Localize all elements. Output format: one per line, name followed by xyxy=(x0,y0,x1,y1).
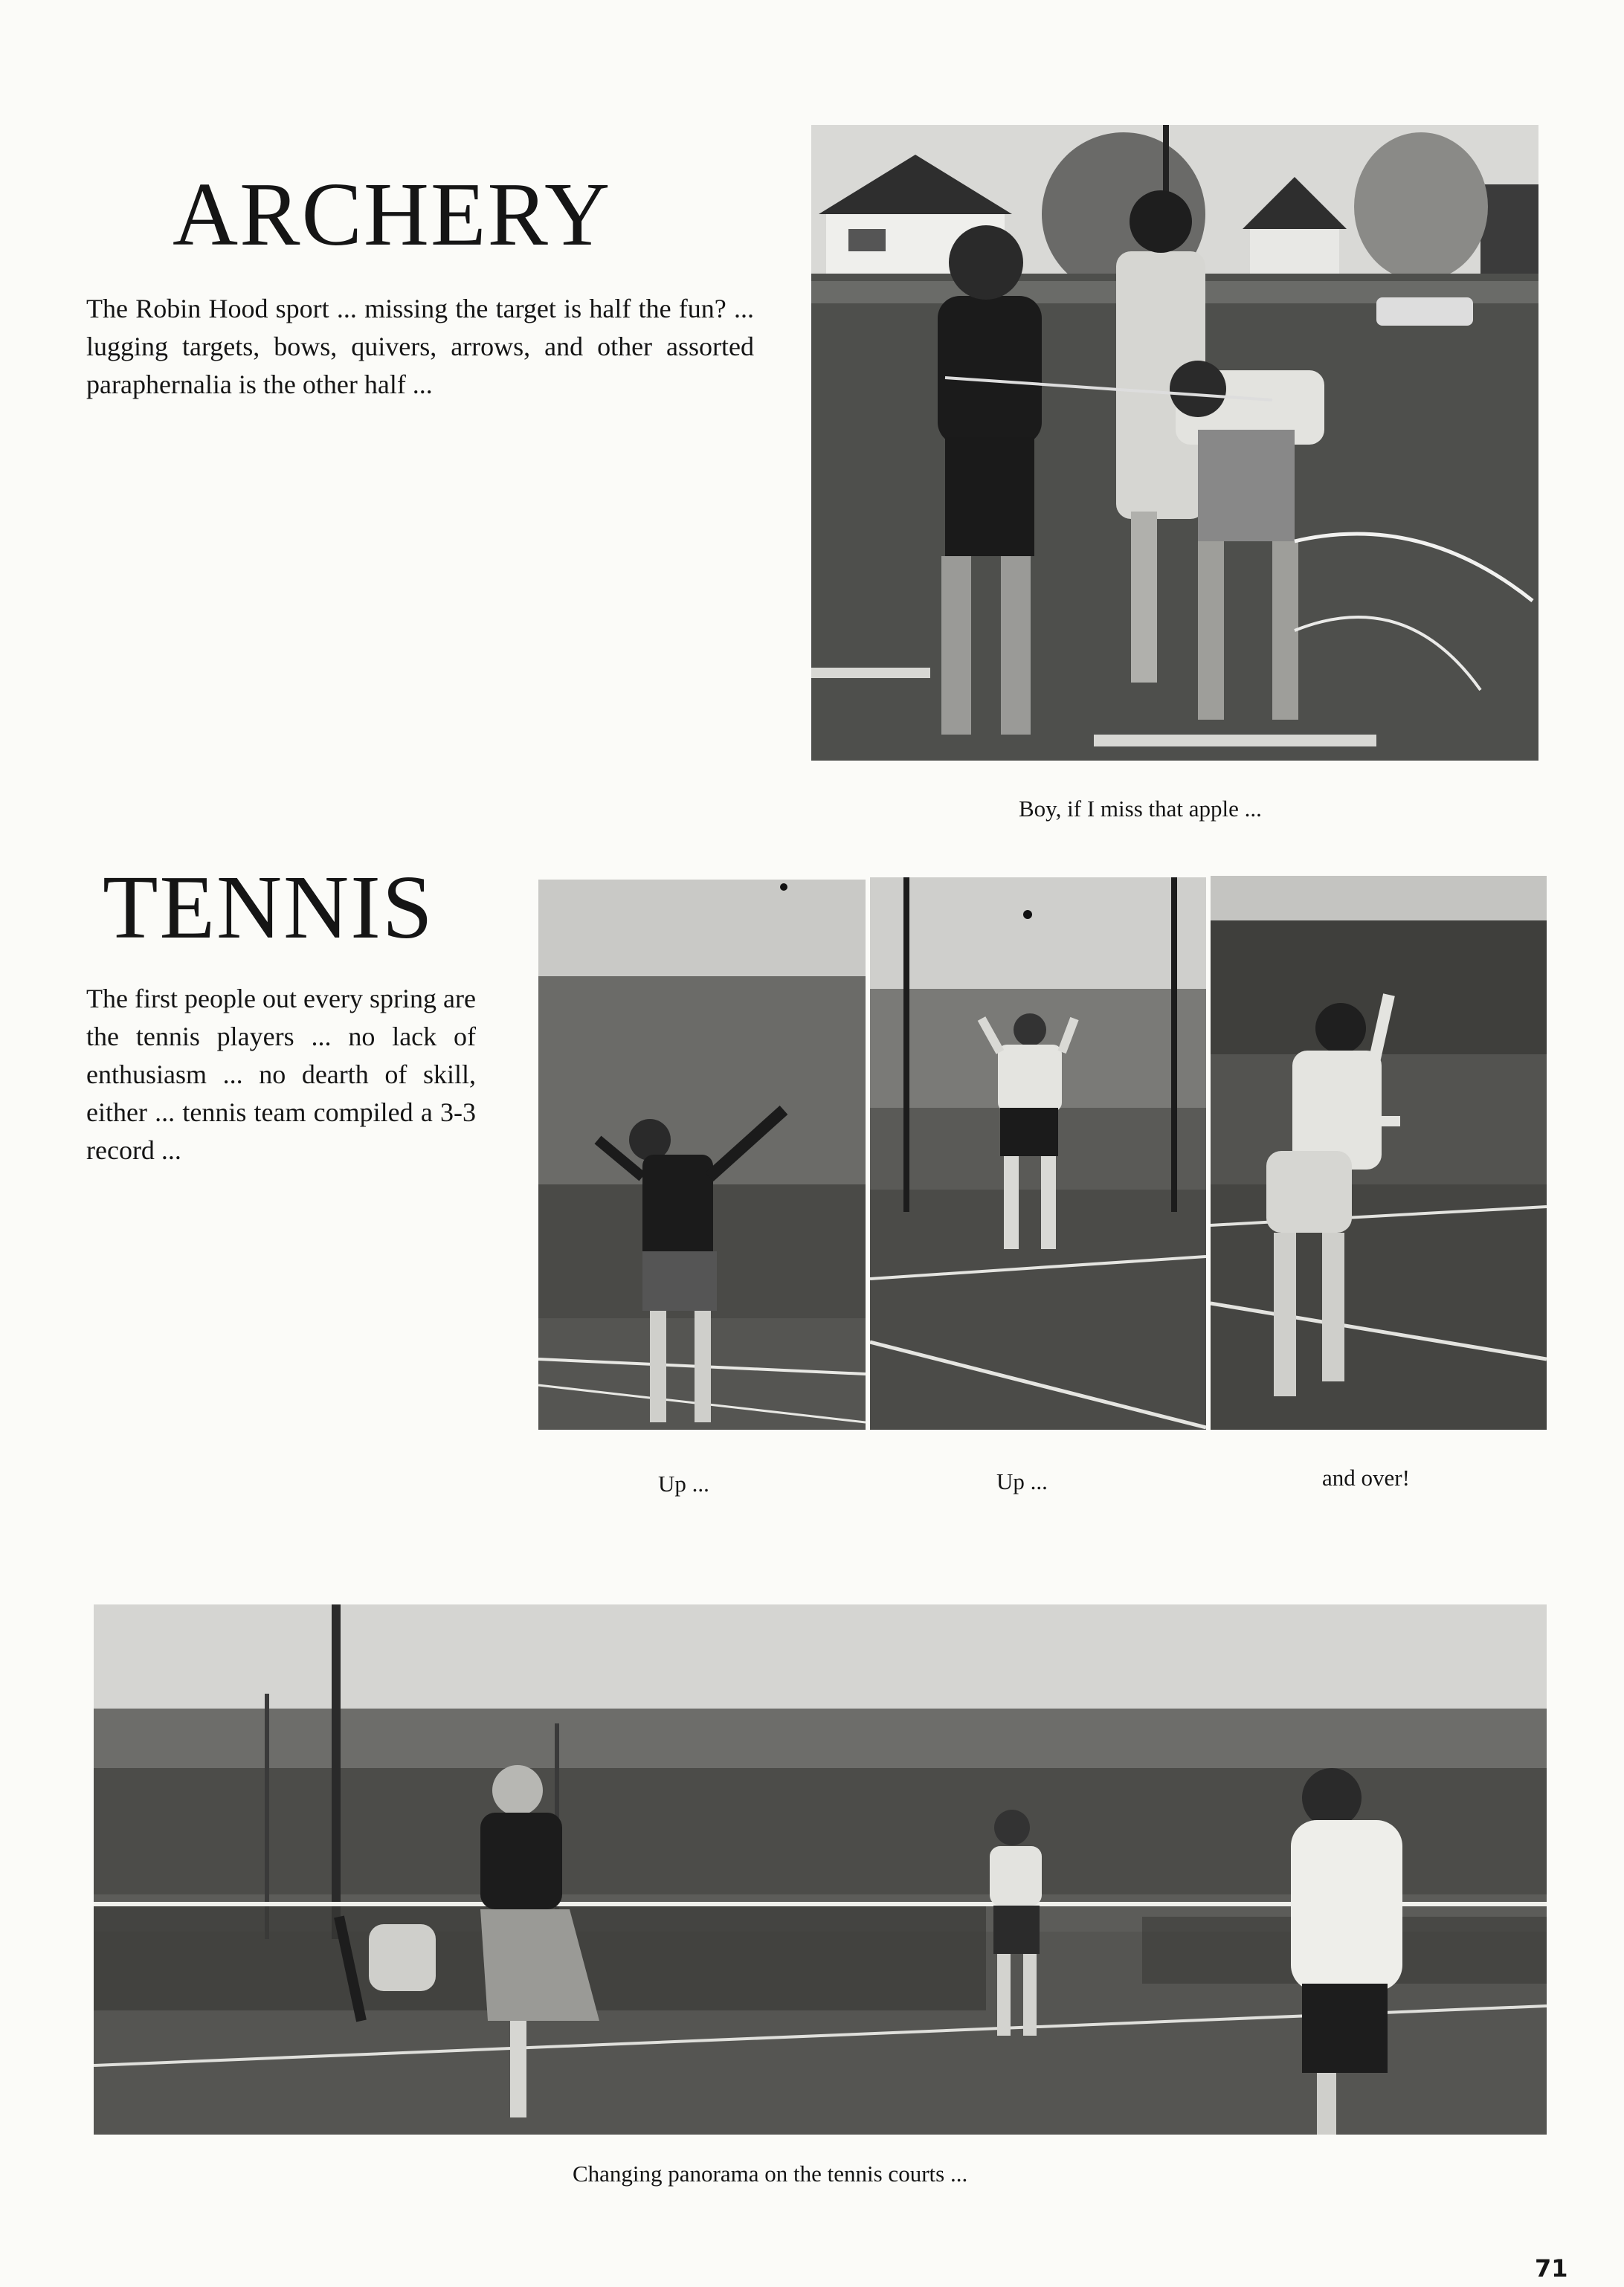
archery-caption: Boy, if I miss that apple ... xyxy=(1019,796,1262,822)
tennis-photo-1 xyxy=(538,880,866,1430)
tennis-caption-3: and over! xyxy=(1322,1465,1410,1491)
archery-text: The Robin Hood sport ... missing the target is half the fun? ... lugging targets, bows, quivers, arrows, and other assorted paraphernalia is the other half ... xyxy=(86,294,754,399)
tennis-caption-2: Up ... xyxy=(996,1468,1048,1494)
tennis-text: The first people out every spring are the tennis players ... no lack of enthusiasm ... no dearth of skill, either ... tennis team compiled a 3-3 record ... xyxy=(86,984,476,1165)
panorama-caption: Changing panorama on the tennis courts ... xyxy=(573,2161,968,2187)
tennis-photo-3 xyxy=(1211,876,1547,1430)
archery-photo xyxy=(811,125,1538,761)
page-number: 71 xyxy=(1535,2254,1568,2283)
tennis-title: TENNIS xyxy=(103,857,434,958)
tennis-caption-1: Up ... xyxy=(658,1471,709,1497)
tennis-photo-2 xyxy=(870,877,1206,1430)
archery-title: ARCHERY xyxy=(173,164,612,265)
panorama-photo xyxy=(94,1604,1547,2135)
